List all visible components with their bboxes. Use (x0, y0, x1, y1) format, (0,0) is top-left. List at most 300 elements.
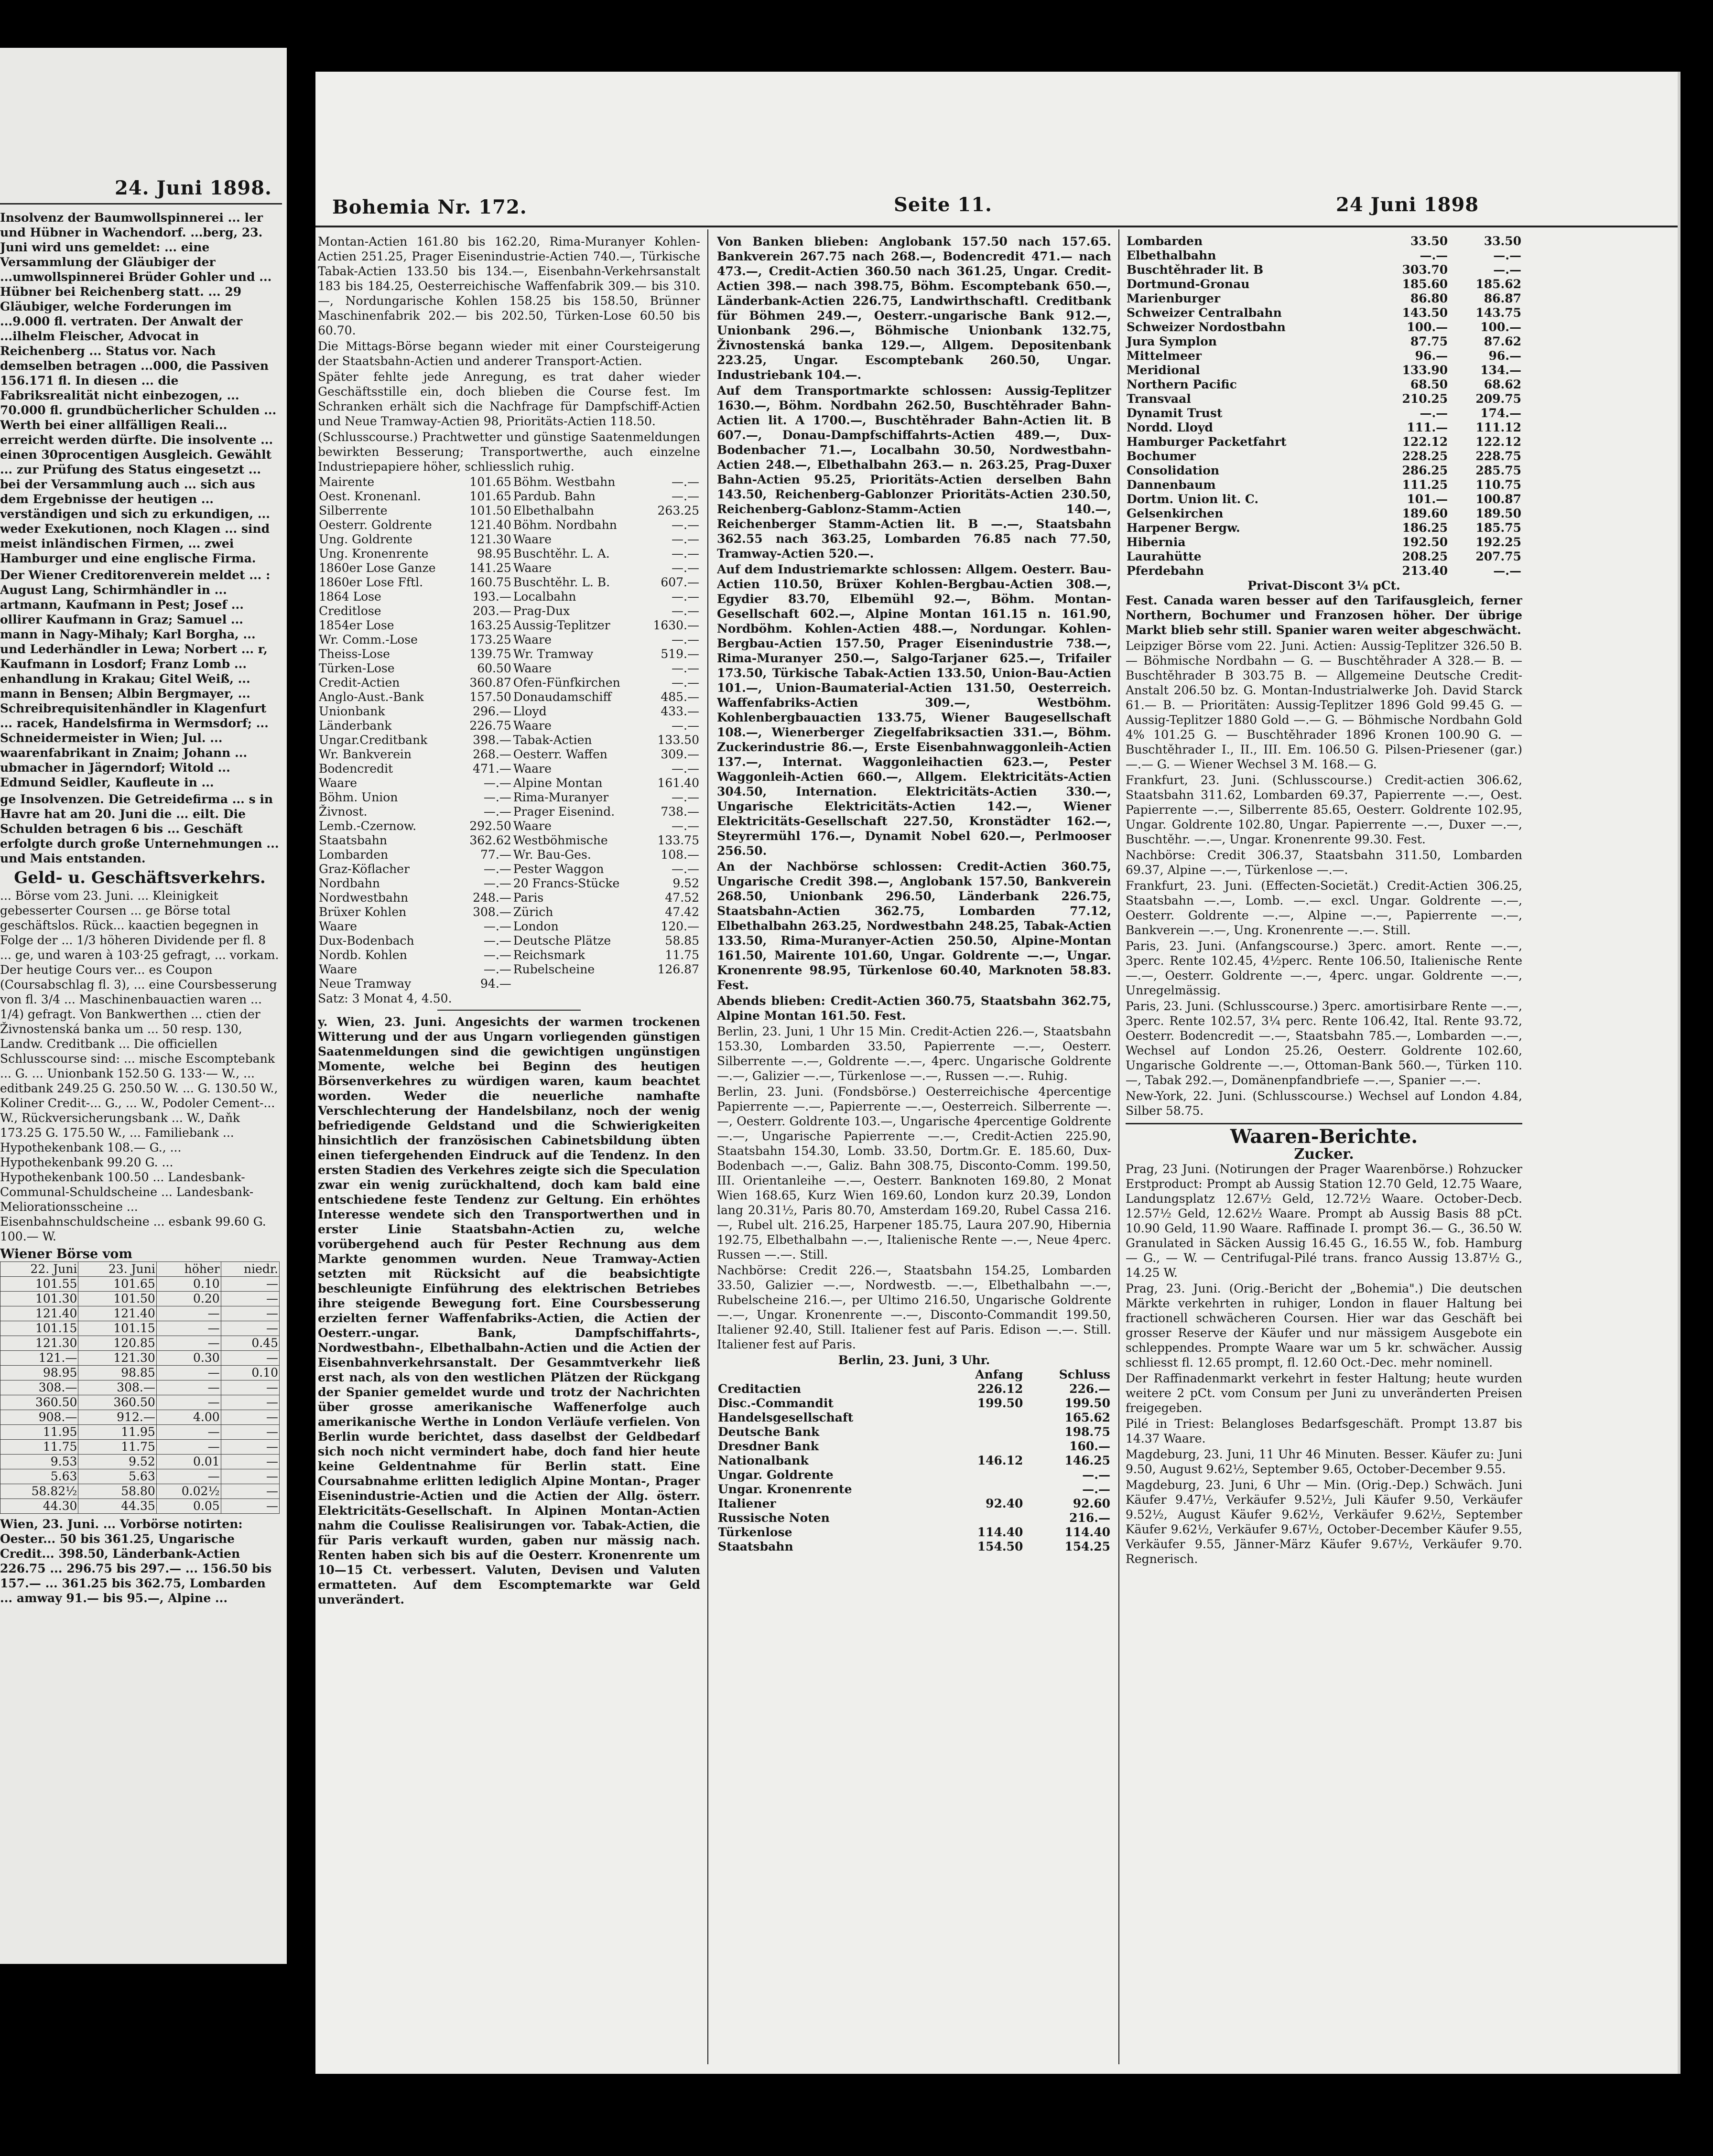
berlin-row-cell: Handelsgesellschaft (718, 1411, 854, 1424)
para-frankfurt-nach: Nachbörse: Credit 306.37, Staatsbahn 311.50, Lombarden 69.37, Alpine —.—, Türkenlose —.—. (1126, 848, 1522, 877)
course-row (318, 862, 700, 876)
stock-row-cell: 96.— (1415, 349, 1448, 363)
stock-row-cell: Dortmund-Gronau (1127, 277, 1250, 291)
stock-row-cell: Mittelmeer (1127, 349, 1202, 363)
course-row (318, 733, 700, 747)
berlin-row-cell: 154.25 (1064, 1540, 1110, 1553)
stock-row (1126, 349, 1522, 363)
course-row-cell: 121.40 (469, 518, 511, 532)
course-row (318, 905, 700, 919)
berlin-row-cell: Dresdner Bank (718, 1439, 819, 1453)
berlin-table-title: Berlin, 23. Juni, 3 Uhr. (838, 1353, 990, 1367)
left-table-row-cell: — (156, 1440, 221, 1455)
left-table-row (0, 1410, 280, 1425)
berlin-row-cell: Ungar. Kronenrente (718, 1482, 852, 1496)
stock-row-cell: Marienburger (1127, 291, 1221, 305)
course-row-cell: 47.42 (665, 905, 699, 919)
left-table-row-cell: — (221, 1395, 279, 1410)
para-newyork: New-York, 22. Juni. (Schlusscourse.) Wechsel auf London 4.84, Silber 58.75. (1126, 1089, 1522, 1118)
course-row-cell: —.— (672, 819, 699, 833)
course-row-cell: 77.— (480, 848, 511, 862)
course-row-cell: Waare (513, 633, 552, 647)
berlin-row-cell: 154.50 (977, 1540, 1023, 1553)
course-row-cell: —.— (672, 518, 699, 532)
berlin-row-cell: 199.50 (1064, 1396, 1110, 1410)
stock-row-cell: 185.62 (1475, 277, 1521, 291)
left-table-row-cell: 101.15 (0, 1321, 78, 1336)
stock-row-cell: 143.50 (1402, 306, 1448, 320)
left-table-row (0, 1321, 280, 1336)
left-table-row-cell: — (221, 1425, 279, 1440)
berlin-row (717, 1482, 1111, 1497)
course-row-cell: Prager Eisenind. (513, 805, 615, 819)
berlin-row-cell: 160.— (1069, 1439, 1110, 1453)
course-row-cell: Waare (319, 776, 358, 790)
stock-row-cell: Schweizer Nordostbahn (1127, 320, 1286, 334)
stock-row (1126, 363, 1522, 377)
course-row-cell: 101.65 (469, 489, 511, 503)
para-frankfurt-1: Frankfurt, 23. Juni. (Schlusscourse.) Credit-actien 306.62, Staatsbahn 311.62, Lombarden 69.37, Papierrente —.—, Oest. Papierrente —.—, Silberrente 85.65, Oesterr. Goldrente 102.95, Ungar. Goldrente 102.80, Ungar. Papierrente —.—, Duxer —.—, Buschtěhr. —.—, Ungar. Kronenrente 99.30. Fest. (1126, 773, 1522, 846)
left-table-row (0, 1351, 280, 1366)
stock-row-cell: Pferdebahn (1127, 564, 1204, 578)
left-table-row (0, 1277, 280, 1292)
para-paris-2: Paris, 23. Juni. (Schlusscourse.) 3perc. amortisirbare Rente —.—, 3perc. Rente 102.57, 3¼ perc. Rente 106.42, Ital. Rente 93.72, Oesterr. Bodencredit —.—, Staatsbahn 785.—, Lombarden —.—, Wechsel auf London 25.26, Oesterr. Goldrente 102.60, Ungarische Goldrente —.—, Ottoman-Bank 560.—, Türken 110.—, Tabak 292.—, Domänenpfandbriefe —.—, Spanier —.—. (1126, 999, 1522, 1087)
course-row-cell: —.— (483, 934, 511, 948)
left-table-header-cell: 23. Juni (78, 1262, 156, 1277)
course-row-cell: Böhm. Nordbahn (513, 518, 617, 532)
course-row-cell: 173.25 (469, 633, 511, 647)
berlin-row-cell: 165.62 (1064, 1411, 1110, 1424)
left-para-insolvenzen: ge Insolvenzen. Die Getreidefirma ... s in Havre hat am 20. Juni die ... eilt. Die Schulden betragen 6 bis ... Geschäft erfolgte durch große Unternehmungen ... und Mais entstanden. (0, 792, 279, 865)
stock-row (1126, 507, 1522, 521)
stock-row-cell: 100.— (1480, 320, 1521, 334)
course-row-cell: 160.75 (469, 575, 511, 589)
course-row-cell: Neue Tramway (319, 977, 412, 991)
stock-table (1126, 234, 1522, 578)
left-table-row-cell: 121.40 (78, 1306, 156, 1321)
course-row (318, 618, 700, 633)
course-row-cell: Deutsche Plätze (513, 934, 611, 948)
stock-row (1126, 234, 1522, 248)
course-row (318, 704, 700, 719)
course-row-cell: 20 Francs-Stücke (513, 876, 620, 890)
course-row-cell: Donaudamschiff (513, 690, 612, 704)
left-table-header-cell: höher (156, 1262, 221, 1277)
course-row-cell: 226.75 (469, 719, 511, 733)
berlin-row-cell: 226.— (1069, 1382, 1110, 1396)
course-row-cell: Ung. Kronenrente (319, 547, 429, 561)
berlin-row (717, 1411, 1111, 1425)
course-row-cell: 94.— (480, 977, 511, 991)
stock-row-cell: 87.75 (1410, 334, 1448, 348)
course-row-cell: Lombarden (319, 848, 389, 862)
course-row-cell: Rima-Muranyer (513, 790, 609, 804)
course-row-cell: Waare (513, 532, 552, 546)
course-row-cell: —.— (672, 489, 699, 503)
left-table-row-cell: 98.85 (78, 1366, 156, 1380)
course-row-cell: 133.50 (657, 733, 699, 747)
left-table-row-cell: 101.15 (78, 1321, 156, 1336)
stock-row (1126, 478, 1522, 492)
left-table-row-cell: — (156, 1366, 221, 1380)
left-para-vorboerse: Wien, 23. Juni. ... Vorbörse notirten: Oester... 50 bis 361.25, Ungarische Credit... 398.50, Länderbank-Actien 226.75 ... 296.75 bis 297.— ... 156.50 bis 157.— ... 361.25 bis 362.75, Lombarden ... amway 91.— bis 95.—, Alpine ... (0, 1517, 272, 1605)
stock-row-cell: Elbethalbahn (1127, 248, 1216, 262)
course-row-cell: —.— (672, 590, 699, 604)
course-row-cell: Bodencredit (319, 762, 393, 776)
course-row-cell: Oest. Kronenanl. (319, 489, 421, 503)
course-row (318, 919, 700, 934)
stock-row-cell: Harpener Bergw. (1127, 521, 1240, 535)
stock-row-cell: Dannenbaum (1127, 478, 1216, 492)
course-row-cell: 296.— (473, 704, 511, 718)
course-row-cell: 1860er Lose Ganze (319, 561, 436, 575)
berlin-row-cell: Türkenlose (718, 1525, 792, 1539)
left-table-row-cell: 0.45 (221, 1336, 279, 1351)
course-row-cell: 471.— (473, 762, 511, 776)
left-table-row-cell: 101.30 (0, 1292, 78, 1306)
waaren-title: Waaren-Berichte. (1230, 1125, 1418, 1148)
stock-row-cell: 87.62 (1484, 334, 1521, 348)
left-table-row-cell: — (221, 1484, 279, 1499)
column-3 (1126, 234, 1522, 2069)
course-row-cell: 157.50 (469, 690, 511, 704)
left-table-row-cell: — (156, 1321, 221, 1336)
stock-row-cell: 111.— (1407, 420, 1448, 434)
para-transport: Auf dem Transportmarkte schlossen: Aussig-Teplitzer 1630.—, Böhm. Nordbahn 262.50, Buschtěhrader Bahn-Actien lit. A 1700.—, Buschtěhrader Bahn-Actien lit. B 607.—, Donau-Dampfschiffahrts-Actien 489.—, Dux-Bodenbacher 71.—, Localbahn 30.50, Nordwestbahn-Actien 248.—, Elbethalbahn 263.— n. 263.25, Prag-Duxer Bahn-Actien 95.25, Prioritäts-Actien derselben Bahn 143.50, Reichenberg-Gablonzer Prioritäts-Actien 230.50, Reichenberg-Gablonz-Stamm-Actien 140.—, Reichenberger Stamm-Actien lit. B —.—, Staatsbahn 362.55 nach 363.25, Lombarden 76.85 nach 77.50, Tramway-Actien 520.—. (717, 384, 1111, 561)
course-row-cell: —.— (483, 862, 511, 876)
stock-row (1126, 277, 1522, 291)
para-pile: Pilé in Triest: Belangloses Bedarfsgeschäft. Prompt 13.87 bis 14.37 Waare. (1126, 1417, 1522, 1445)
left-table-row-cell: 0.02½ (156, 1484, 221, 1499)
left-price-table (0, 1261, 280, 1514)
header-rule (315, 226, 1678, 227)
berlin-col-schluss: Schluss (1059, 1368, 1110, 1381)
left-page-text (0, 210, 280, 2012)
stock-row-cell: 100.— (1407, 320, 1448, 334)
stock-row-cell: 185.75 (1475, 521, 1521, 535)
course-row-cell: Waare (513, 561, 552, 575)
para-nachboerse: An der Nachbörse schlossen: Credit-Actien 360.75, Ungarische Credit 398.—, Anglobank 157.50, Bankverein 268.50, Unionbank 296.50, Länderbank 226.75, Staatsbahn-Actien 362.75, Lombarden 77.12, Elbethalbahn 263.25, Nordwestbahn 248.25, Tabak-Actien 133.50, Rima-Muranyer-Actien 250.50, Alpine-Montan 161.50, Mairente 101.60, Ungar. Goldrente —.—, Ungar. Kronenrente 98.95, Türkenlose 60.40, Marknoten 58.83. Fest. (717, 860, 1111, 992)
course-row (318, 575, 700, 590)
course-row-cell: Aussig-Teplitzer (513, 618, 610, 632)
course-row-cell: Wr. Bankverein (319, 747, 412, 761)
stock-row-cell: 143.75 (1475, 306, 1521, 320)
berlin-row (717, 1396, 1111, 1411)
left-table-row-cell: 0.30 (156, 1351, 221, 1366)
course-row-cell: 485.— (661, 690, 699, 704)
course-row-cell: —.— (672, 604, 699, 618)
stock-row-cell: 100.87 (1475, 492, 1521, 506)
left-table-row-cell: 11.75 (0, 1440, 78, 1455)
left-page (0, 48, 287, 1964)
stock-row-cell: Hamburger Packetfahrt (1127, 435, 1287, 449)
course-row-cell: —.— (483, 790, 511, 804)
course-row-cell: 9.52 (672, 876, 699, 890)
berlin-row-cell: Creditactien (718, 1382, 802, 1396)
course-row (318, 475, 700, 489)
stock-row-cell: Consolidation (1127, 464, 1220, 477)
left-table-row-cell: 912.— (78, 1410, 156, 1425)
berlin-col-anfang: Anfang (975, 1368, 1023, 1381)
course-row-cell: —.— (672, 719, 699, 733)
course-row-cell: —.— (672, 633, 699, 647)
left-table-row-cell: — (221, 1380, 279, 1395)
course-row (318, 547, 700, 561)
stock-row-cell: 286.25 (1402, 464, 1448, 477)
course-row-cell: 1854er Lose (319, 618, 394, 632)
stock-row (1126, 306, 1522, 320)
course-row-cell: —.— (483, 876, 511, 890)
course-row-cell: Oesterr. Goldrente (319, 518, 432, 532)
course-row-cell: —.— (483, 805, 511, 819)
berlin-row-cell: Nationalbank (718, 1454, 809, 1467)
stock-row-cell: Schweizer Centralbahn (1127, 306, 1282, 320)
berlin-row (717, 1497, 1111, 1511)
course-row-cell: Westböhmische (513, 833, 608, 847)
berlin-row-cell: —.— (1082, 1468, 1110, 1482)
stock-row (1126, 420, 1522, 435)
berlin-row-cell: Russische Noten (718, 1511, 830, 1525)
left-table-row-cell: 120.85 (78, 1336, 156, 1351)
left-table-row-cell: — (221, 1455, 279, 1469)
course-row-cell: Waare (513, 719, 552, 733)
course-row-cell: Graz-Köflacher (319, 862, 410, 876)
course-row-cell: 98.95 (477, 547, 511, 561)
course-row (318, 604, 700, 618)
berlin-row (717, 1439, 1111, 1454)
stock-row (1126, 334, 1522, 349)
left-para-boerse: ... Börse vom 23. Juni. ... Kleinigkeit gebesserter Coursen ... ge Börse total geschäftslos. Rück... kaactien begegnen in Folge der ... 1/3 höheren Dividende per fl. 8 ... ge, und waren à 103·25 gefragt, ... vorkam. Der heutige Cours ver... es Coupon (Coursabschlag fl. 3), ... eine Coursbesserung von fl. 3/4 ... Maschinenbauactien waren ... 1/4) gefragt. Von Bankwerthen ... ctien der Živnostenská banka um ... 50 resp. 130, Landw. Creditbank ... Die officiellen Schlusscourse sind: ... mische Escomptebank ... G. ... Unionbank 152.50 G. 133·— W., ... editbank 249.25 G. 250.50 W. ... G. 130.50 W., Koliner Credit-... G., ... W., Podoler Cement-... W., Rückversicherungsbank ... W., Daňk 173.25 G. 175.50 W., ... Familiebank ... Hypothekenbank 108.— G., ... Hypothekenbank 99.20 G. ... Hypothekenbank 100.50 ... Landesbank-Communal-Schuldscheine ... Landesbank-Meliorationsscheine ... Eisenbahnschuldscheine ... esbank 99.60 G. 100.— W. (0, 889, 279, 1243)
course-row-cell: Nordb. Kohlen (319, 948, 407, 962)
course-row (318, 747, 700, 762)
course-row-cell: Reichsmark (513, 948, 585, 962)
para-berlin-3: Nachbörse: Credit 226.—, Staatsbahn 154.25, Lombarden 33.50, Galizier —.—, Nordwestb. —.—, Elbethalbahn —.—, Rubelscheine 216.—, per Ultimo 216.50, Ungarische Goldrente —.—, Ungar. Kronenrente —.—, Disconto-Commandit 199.50, Italiener 92.40, Still. Italiener fest auf Paris. Edison —.—. Still. Italiener fest auf Paris. (717, 1263, 1111, 1351)
course-row-cell: 121.30 (469, 532, 511, 546)
para-mittag: Die Mittags-Börse begann wieder mit einer Coursteigerung der Staatsbahn-Actien und anderer Transport-Actien. (318, 339, 700, 368)
stock-row-cell: 208.25 (1402, 550, 1448, 563)
left-table-row-cell: 44.30 (0, 1499, 78, 1514)
berlin-row-cell: Italiener (718, 1497, 776, 1510)
course-row-cell: Ofen-Fünfkirchen (513, 676, 620, 690)
header-title: Bohemia Nr. 172. (332, 196, 527, 218)
berlin-row-cell: —.— (1082, 1482, 1110, 1496)
left-table-row-cell: — (221, 1469, 279, 1484)
left-table-row-cell: — (221, 1440, 279, 1455)
course-row (318, 676, 700, 690)
course-row-cell: —.— (672, 676, 699, 690)
left-table-row (0, 1455, 280, 1469)
berlin-row-cell: Ungar. Goldrente (718, 1468, 834, 1482)
course-row-cell: —.— (672, 762, 699, 776)
berlin-row-cell: 199.50 (977, 1396, 1023, 1410)
stock-row-cell: 86.87 (1484, 291, 1521, 305)
stock-row (1126, 248, 1522, 263)
stock-row-cell: 174.— (1480, 406, 1521, 420)
berlin-row-cell (942, 1439, 1024, 1454)
course-row-cell: —.— (483, 776, 511, 790)
course-row-cell: Wr. Comm.-Lose (319, 633, 418, 647)
para-schluss: (Schlusscourse.) Prachtwetter und günstige Saatenmeldungen bewirkten Besserung; Transportwerthe, auch einzelne Industriepapiere höher, schliesslich ruhig. (318, 430, 700, 474)
course-row-cell: 1630.— (653, 618, 699, 632)
berlin-row-cell: 146.25 (1064, 1454, 1110, 1467)
course-row-cell: 1860er Lose Fftl. (319, 575, 423, 589)
course-row-cell: Buschtěhr. L. B. (513, 575, 610, 589)
stock-row-cell: —.— (1420, 406, 1448, 420)
left-table-row-cell: 9.53 (0, 1455, 78, 1469)
course-row-cell: —.— (672, 475, 699, 489)
stock-row-cell: Bochumer (1127, 449, 1196, 463)
course-row-cell: London (513, 919, 559, 933)
course-row-cell: 163.25 (469, 618, 511, 632)
course-row-cell: Länderbank (319, 719, 392, 733)
course-row-cell: Unionbank (319, 704, 385, 718)
berlin-row-cell: 146.12 (977, 1454, 1023, 1467)
course-row-cell: Waare (513, 762, 552, 776)
course-row-cell: 360.87 (469, 676, 511, 690)
para-berlin-2: Berlin, 23. Juni. (Fondsbörse.) Oesterreichische 4percentige Papierrente —.—, Papierrente —.—, Oesterreich. Silberrente —.—, Oesterr. Goldrente 103.—, Ungarische 4percentige Goldrente —.—, Ungarische Papierrente —.—, Credit-Actien 225.90, Staatsbahn 154.30, Lomb. 33.50, Dortm.Gr. E. 185.60, Dux-Bodenbach —.—, Galiz. Bahn 308.75, Disconto-Comm. 199.50, III. Orientanleihe —.—, Oesterr. Banknoten 169.80, 2 Monat Wien 168.65, Kurz Wien 169.60, London kurz 20.39, London lang 20.31½, Paris 80.70, Amsterdam 169.20, Rubel Cassa 216.—, Rubel ult. 216.25, Harpener 185.75, Laura 207.90, Hibernia 192.75, Elbethalbahn —.—, Italienische Rente —.—, Neue 4perc. Russen —.—. Still. (717, 1085, 1111, 1261)
course-row-cell: 263.25 (657, 504, 699, 517)
berlin-row (717, 1525, 1111, 1540)
left-table-row-cell: 0.01 (156, 1455, 221, 1469)
left-table-row-cell: 9.52 (78, 1455, 156, 1469)
berlin-row-cell (942, 1511, 1024, 1525)
course-row (318, 762, 700, 776)
stock-row-cell: 111.25 (1402, 478, 1448, 492)
para-prag-1: Prag, 23 Juni. (Notirungen der Prager Waarenbörse.) Rohzucker Erstproduct: Prompt ab Aussig Station 12.70 Geld, 12.75 Waare, Landungsplatz 12.67½ Geld, 12.72½ Waare. October-Decb. 12.57½ Geld, 12.62½ Waare. Prompt ab Aussig Basis 88 pCt. 10.90 Geld, 11.90 Waare. Raffinade I. prompt 36.— G., 36.50 W. Granulated in Säcken Aussig 16.45 G., 16.55 W., fob. Hamburg — G., — W. — Centrifugal-Pilé trans. franco Aussig 13.87½ G., 14.25 W. (1126, 1162, 1522, 1280)
course-row-cell: 101.50 (469, 504, 511, 517)
stock-row (1126, 492, 1522, 507)
zucker-title: Zucker. (1294, 1146, 1354, 1163)
para-industrie: Auf dem Industriemarkte schlossen: Allgem. Oesterr. Bau-Actien 110.50, Brüxer Kohlen-Bergbau-Actien 308.—, Egydier 83.70, Elbemühl 92.—, Böhm. Montan-Gesellschaft 602.—, Alpine Montan 161.15 n. 161.90, Nordböhm. Kohlen-Actien 488.—, Nordungar. Kohlen-Bergbau-Actien 157.50, Prager Eisenindustrie 738.—, Rima-Muranyer 250.—, Salgo-Tarjaner 625.—, Trifailer 173.50, Türkische Tabak-Actien 133.50, Union-Bau-Actien 101.—, Union-Baumaterial-Actien 131.50, Oesterreich. Waffenfabriks-Actien 309.—, Westböhm. Kohlenbergbauactien 133.75, Wiener Baugesellschaft 108.—, Wienerberger Ziegelfabriksactien 331.—, Böhm. Zuckerindustrie 86.—, Erste Eisenbahnwaggonleih-Actien 137.—, Internat. Waggonleihactien 623.—, Pester Waggonleih-Actien 660.—, Allgem. Elektricitäts-Actien 304.50, Internation. Elektricitäts-Actien 330.—, Ungarische Elektricitäts-Actien 142.—, Wiener Elektricitäts-Gesellschaft 227.50, Kronstädter 162.—, Steyrermühl 176.—, Dynamit Nobel 620.—, Perlmooser 256.50. (717, 562, 1111, 858)
stock-row-cell: 207.75 (1475, 550, 1521, 563)
left-table-row-cell: 11.75 (78, 1440, 156, 1455)
stock-row-cell: Buschtěhrader lit. B (1127, 263, 1264, 277)
course-row-cell: 203.— (473, 604, 511, 618)
course-row-cell: Böhm. Union (319, 790, 398, 804)
left-table-row (0, 1440, 280, 1455)
left-table-row-cell: — (221, 1410, 279, 1425)
course-row (318, 776, 700, 790)
course-row-cell: 607.— (661, 575, 699, 589)
left-table-row-cell: 0.10 (156, 1277, 221, 1292)
course-row-cell: Dux-Bodenbach (319, 934, 414, 948)
left-table-title: Wiener Börse vom (0, 1247, 132, 1261)
course-row-cell: Oesterr. Waffen (513, 747, 607, 761)
course-row (318, 532, 700, 547)
stock-row (1126, 550, 1522, 564)
header-date: 24 Juni 1898 (1336, 194, 1479, 216)
course-row-cell: Pester Waggon (513, 862, 604, 876)
left-table-row-cell: 101.65 (78, 1277, 156, 1292)
left-table-row-cell: — (156, 1395, 221, 1410)
left-table-row-cell: 121.— (0, 1351, 78, 1366)
course-row (318, 891, 700, 905)
left-table-row-cell: — (221, 1499, 279, 1514)
stock-row-cell: 210.25 (1402, 392, 1448, 406)
left-table-row-cell: — (156, 1336, 221, 1351)
course-row (318, 962, 700, 977)
course-row (318, 934, 700, 948)
course-row-cell: Türken-Lose (319, 661, 395, 675)
course-row-cell: Waare (319, 962, 358, 976)
course-row (318, 561, 700, 575)
stock-row (1126, 535, 1522, 550)
para-magdeburg-2: Magdeburg, 23. Juni, 6 Uhr — Min. (Orig.-Dep.) Schwäch. Juni Käufer 9.47½, Verkäufer 9.52½, Juli Käufer 9.50, Verkäufer 9.52½, August Käufer 9.62½, Verkäufer 9.62½, September Käufer 9.62½, Verkäufer 9.67½, October-December Käufer 9.55, Verkäufer 9.55, Jänner-März Käufer 9.67½, Verkäufer 9.70. Regnerisch. (1126, 1478, 1522, 1566)
stock-row-cell: 189.50 (1475, 507, 1521, 520)
course-row-cell: Lemb.-Czernow. (319, 819, 417, 833)
course-row-cell: Creditlose (319, 604, 381, 618)
course-row-cell: Credit-Actien (319, 676, 400, 690)
stock-row (1126, 521, 1522, 535)
left-table-row-cell: 11.95 (78, 1425, 156, 1440)
course-row-cell: 248.— (473, 891, 511, 905)
left-table-row-cell: 0.20 (156, 1292, 221, 1306)
privat-discont: Privat-Discont 3¼ pCt. (1247, 579, 1400, 593)
left-table-row-cell: 0.05 (156, 1499, 221, 1514)
course-row-cell: Waare (513, 661, 552, 675)
course-row-cell: 11.75 (665, 948, 699, 962)
column-divider-2 (1118, 229, 1119, 2064)
course-row-cell (512, 977, 643, 991)
stock-row-cell: 192.50 (1402, 535, 1448, 549)
course-row (318, 504, 700, 518)
left-table-row-cell: — (156, 1425, 221, 1440)
left-table-row-cell: 5.63 (78, 1469, 156, 1484)
col1-rule (437, 1010, 581, 1011)
stock-row-cell: 122.12 (1475, 435, 1521, 449)
course-row-cell: Theiss-Lose (319, 647, 390, 661)
left-table-row-cell: 308.— (78, 1380, 156, 1395)
course-row-cell: Anglo-Aust.-Bank (319, 690, 424, 704)
left-table-row (0, 1306, 280, 1321)
course-row-cell: Böhm. Westbahn (513, 475, 616, 489)
left-table-row (0, 1292, 280, 1306)
stock-row-cell: Gelsenkirchen (1127, 507, 1224, 520)
course-row (318, 805, 700, 819)
left-table-row (0, 1380, 280, 1395)
course-row-cell: 362.62 (469, 833, 511, 847)
para-magdeburg-1: Magdeburg, 23. Juni, 11 Uhr 46 Minuten. Besser. Käufer zu: Juni 9.50, August 9.62½, September 9.65, October-December 9.55. (1126, 1447, 1522, 1476)
stock-row (1126, 449, 1522, 464)
course-row (318, 518, 700, 532)
course-row-cell: Tabak-Actien (513, 733, 592, 747)
course-row-cell: 268.— (473, 747, 511, 761)
course-row-cell: Mairente (319, 475, 375, 489)
berlin-row-cell: Disc.-Commandit (718, 1396, 834, 1410)
berlin-row (717, 1382, 1111, 1396)
course-row-cell: Silberrente (319, 504, 388, 517)
course-row-cell: Nordwestbahn (319, 891, 409, 905)
para-berlin-1: Berlin, 23. Juni, 1 Uhr 15 Min. Credit-Actien 226.—, Staatsbahn 153.30, Lombarden 33.50, Papierrente —.—, Oesterr. Silberrente —.—, Goldrente —.—, 4perc. Ungarische Goldrente —.—, Galizier —.—, Türkenlose —.—, Russen —.—. Ruhig. (717, 1024, 1111, 1083)
stock-row-cell: —.— (1420, 248, 1448, 262)
berlin-row-cell: 92.40 (986, 1497, 1023, 1510)
stock-row-cell: —.— (1493, 248, 1521, 262)
course-row-cell: 58.85 (665, 934, 699, 948)
stock-row (1126, 435, 1522, 449)
stock-row (1126, 263, 1522, 277)
course-row-cell: 133.75 (657, 833, 699, 847)
left-table-row-cell: 4.00 (156, 1410, 221, 1425)
course-row-cell: 139.75 (469, 647, 511, 661)
para-banken: Von Banken blieben: Anglobank 157.50 nach 157.65. Bankverein 267.75 nach 268.—, Bodencredit 471.— nach 473.—, Credit-Actien 360.50 nach 361.25, Ungar. Credit-Actien 398.— nach 398.75, Böhm. Escomptebank 650.—, Länderbank-Actien 226.75, Landwirthschaftl. Creditbank für Böhmen 249.—, Oesterr.-ungarische Bank 912.—, Unionbank 296.—, Böhmische Unionbank 132.75, Živnostenská banka 129.—, Allgem. Depositenbank 223.25, Ungar. Escomptebank 260.50, Ungar. Industriebank 104.—. (717, 235, 1111, 382)
berlin-row-cell: 114.40 (977, 1525, 1023, 1539)
course-row-cell: Živnost. (319, 805, 368, 819)
left-table-row-cell: — (156, 1380, 221, 1395)
course-row-cell: 433.— (661, 704, 699, 718)
stock-row-cell: 101.— (1407, 492, 1448, 506)
berlin-row (717, 1468, 1111, 1482)
left-table-row-cell: — (221, 1321, 279, 1336)
